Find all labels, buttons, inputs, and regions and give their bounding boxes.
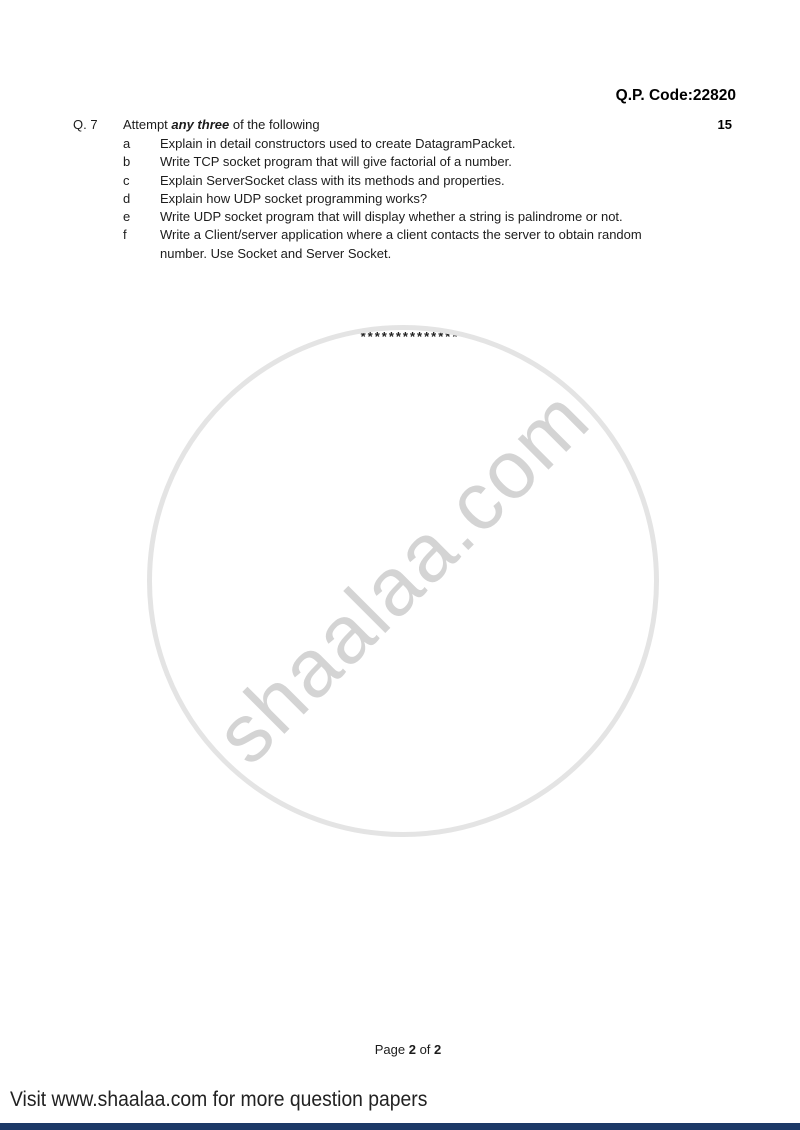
- sub-question-row: [123, 226, 683, 263]
- sub-question-row: [123, 172, 683, 190]
- sub-question-text: Write TCP socket program that will give factorial of a number.: [160, 154, 512, 170]
- end-of-paper-marker: **************: [360, 329, 460, 344]
- sub-question-row: [123, 208, 683, 226]
- question-number: Q. 7: [73, 117, 98, 132]
- page-number: [0, 1042, 800, 1057]
- site-footer-text: Visit www.shaalaa.com for more question papers: [10, 1088, 428, 1111]
- sub-question-letter: a: [123, 136, 131, 151]
- question-prompt-suffix: of the following: [229, 117, 320, 132]
- sub-question-letter: f: [123, 227, 127, 243]
- sub-question-text: Explain in detail constructors used to create DatagramPacket.: [160, 136, 516, 151]
- qp-code: Q.P. Code:22820: [615, 87, 736, 104]
- sub-question-row: [123, 190, 683, 208]
- page-number-total: 2: [434, 1042, 442, 1057]
- page-number-current: 2: [408, 1042, 416, 1057]
- page-number-word-of: of: [415, 1042, 435, 1057]
- sub-question-text: Write a Client/server application where a client contacts the server to obtain random number. Use Socket and Server Socket.: [160, 227, 642, 261]
- watermark-text: shaalaa.com: [198, 372, 607, 781]
- question-marks: 15: [717, 117, 732, 132]
- sub-question-letter: d: [123, 190, 131, 206]
- sub-question-text: Explain how UDP socket programming works?: [160, 190, 428, 206]
- question-prompt-prefix: Attempt: [123, 117, 172, 132]
- question-prompt: [123, 117, 320, 132]
- page-number-word-page: Page: [374, 1042, 409, 1057]
- question-prompt-emphasis: any three: [171, 117, 230, 132]
- sub-question-letter: c: [123, 172, 130, 188]
- sub-question-row: [123, 153, 683, 171]
- footer-bar: [0, 1123, 800, 1130]
- sub-question-text: Write UDP socket program that will display whether a string is palindrome or not.: [160, 209, 623, 225]
- sub-question-letter: e: [123, 209, 131, 225]
- sub-question-text: Explain ServerSocket class with its methods and properties.: [160, 172, 505, 188]
- sub-question-letter: b: [123, 154, 131, 170]
- sub-question-list: [123, 135, 683, 263]
- sub-question-row: [123, 135, 683, 153]
